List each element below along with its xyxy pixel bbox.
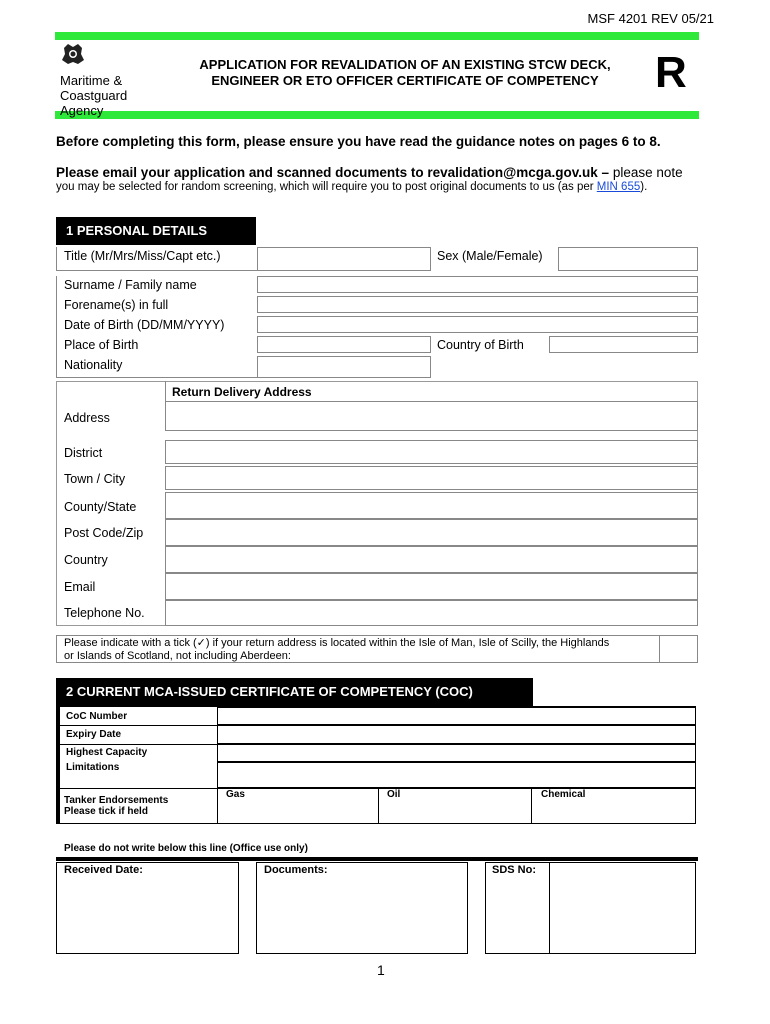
postcode-input[interactable] (165, 519, 698, 546)
form-title: APPLICATION FOR REVALIDATION OF AN EXISTING STCW DECK, ENGINEER OR ETO OFFICER CERTIFICATE OF COMPETENCY (199, 57, 611, 88)
section-1-heading: 1 PERSONAL DETAILS (56, 217, 256, 245)
title-label: Title (Mr/Mrs/Miss/Capt etc.) (64, 249, 221, 263)
sex-label: Sex (Male/Female) (437, 249, 543, 263)
received-date-label: Received Date: (64, 864, 143, 876)
title-input[interactable] (257, 247, 431, 271)
gas-label: Gas (226, 789, 245, 800)
town-label: Town / City (64, 472, 126, 486)
district-input[interactable] (165, 440, 698, 464)
pob-input[interactable] (257, 336, 431, 353)
sds-input[interactable] (549, 862, 696, 954)
postcode-label: Post Code/Zip (64, 526, 144, 540)
email-instruction: Please email your application and scanned documents to revalidation@mcga.gov.uk – please note (56, 165, 683, 180)
coc-number-input[interactable] (217, 707, 696, 725)
county-input[interactable] (165, 492, 698, 519)
oil-cell[interactable] (378, 788, 532, 824)
surname-label: Surname / Family name (64, 278, 197, 292)
office-use-note: Please do not write below this line (Office use only) (64, 843, 308, 854)
limitations-input[interactable] (217, 762, 696, 788)
forename-input[interactable] (257, 296, 698, 313)
dob-label: Date of Birth (DD/MM/YYYY) (64, 318, 225, 332)
telephone-label: Telephone No. (64, 606, 145, 620)
tick-question-text: Please indicate with a tick (✓) if your return address is located within the Isle of Man, Isle of Scilly, the Highlands or Islands of Scotland, not including Aberdeen: (64, 637, 610, 662)
expiry-input[interactable] (217, 725, 696, 744)
guidance-note: Before completing this form, please ensure you have read the guidance notes on pages 6 to 8. (56, 134, 661, 149)
nationality-label: Nationality (64, 358, 123, 372)
agency-name: Maritime & Coastguard Agency (60, 73, 128, 118)
cob-input[interactable] (549, 336, 698, 353)
coc-number-label: CoC Number (66, 711, 128, 722)
country-label: Country (64, 553, 108, 567)
top-green-bar (55, 32, 699, 40)
address-label: Address (64, 411, 110, 425)
forename-label: Forename(s) in full (64, 298, 169, 312)
surname-input[interactable] (257, 276, 698, 293)
pob-label: Place of Birth (64, 338, 139, 352)
expiry-label: Expiry Date (66, 729, 122, 740)
page-number: 1 (377, 962, 385, 978)
email-label: Email (64, 580, 96, 594)
min-655-link[interactable]: MIN 655 (596, 181, 641, 193)
chemical-label: Chemical (541, 789, 586, 800)
telephone-input[interactable] (165, 600, 698, 626)
tanker-label: Tanker Endorsements Please tick if held (64, 795, 169, 817)
form-reference: MSF 4201 REV 05/21 (587, 11, 714, 26)
nationality-input[interactable] (257, 356, 431, 378)
cob-label: Country of Birth (437, 338, 524, 352)
address-input[interactable] (165, 401, 698, 431)
screening-note: you may be selected for random screening, which will require you to post original documents to us (as per MIN 655). (56, 181, 648, 193)
limitations-label: Limitations (66, 762, 120, 773)
email-input[interactable] (165, 573, 698, 600)
town-input[interactable] (165, 466, 698, 490)
address-heading: Return Delivery Address (172, 385, 312, 399)
section-2-heading: 2 CURRENT MCA-ISSUED CERTIFICATE OF COMPETENCY (COC) (56, 678, 533, 706)
oil-label: Oil (387, 789, 401, 800)
dob-input[interactable] (257, 316, 698, 333)
sds-label: SDS No: (492, 864, 536, 876)
county-label: County/State (64, 500, 137, 514)
country-input[interactable] (165, 546, 698, 573)
sex-input[interactable] (558, 247, 698, 271)
district-label: District (64, 446, 103, 460)
royal-crest-icon (60, 42, 86, 66)
highest-capacity-input[interactable] (217, 744, 696, 762)
documents-label: Documents: (264, 864, 328, 876)
island-tick-box[interactable] (659, 635, 698, 663)
form-letter: R (655, 48, 687, 97)
agency-logo (60, 42, 170, 118)
highest-capacity-label: Highest Capacity (66, 747, 148, 758)
